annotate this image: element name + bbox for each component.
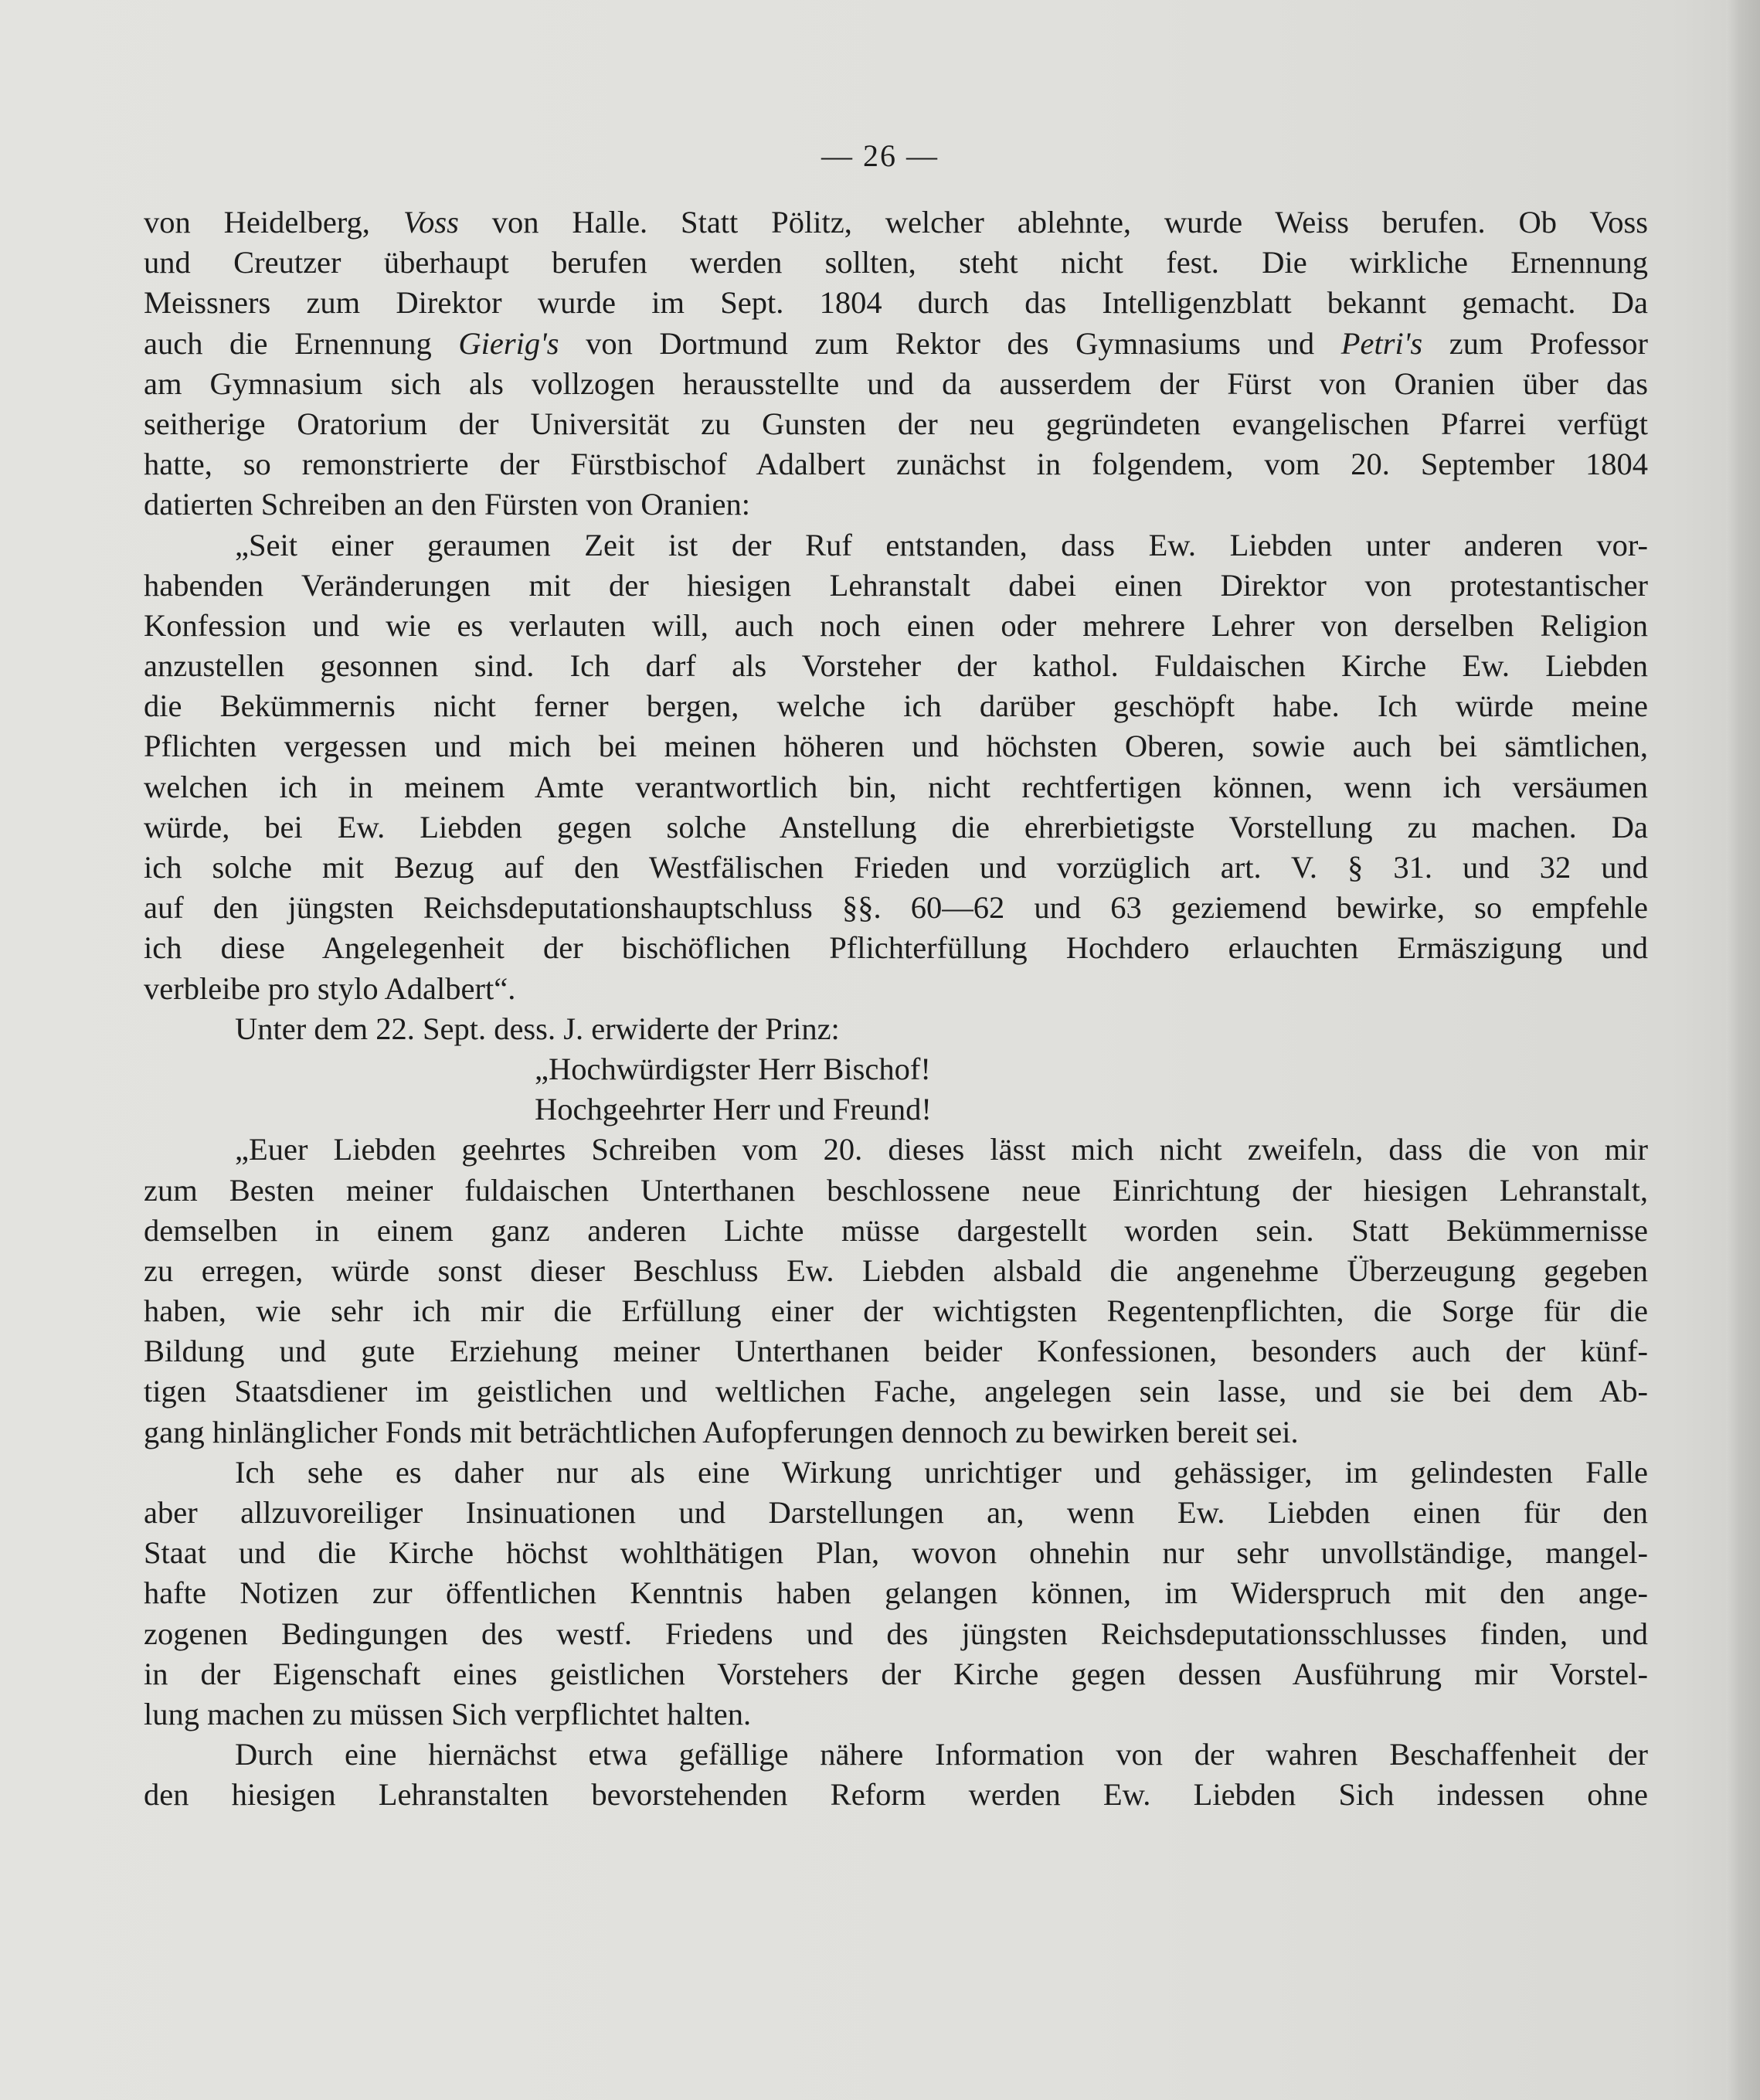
text-line: [144, 1775, 1648, 1815]
italic-name: Petri's: [1340, 325, 1423, 361]
text-segment: Durch eine hiernächst etwa gefällige nähere Information von der wahren Beschaffenheit der: [235, 1737, 1648, 1772]
text-segment: gang hinlänglicher Fonds mit beträchtlichen Aufopferungen dennoch zu bewirken bereit sei.: [144, 1414, 1299, 1449]
text-line: [144, 1089, 1648, 1130]
text-segment: hafte Notizen zur öffentlichen Kenntnis haben gelangen können, im Widerspruch mit den ange-: [144, 1575, 1648, 1611]
text-line: [144, 444, 1648, 484]
text-segment: „Hochwürdigster Herr Bischof!: [535, 1051, 931, 1086]
text-segment: hatte, so remonstrierte der Fürstbischof Adalbert zunächst in folgendem, vom 20. September 1804: [144, 447, 1648, 482]
text-line: [144, 646, 1648, 686]
text-segment: Meissners zum Direktor wurde im Sept. 1804 durch das Intelligenzblatt bekannt gemacht. Da: [144, 285, 1648, 321]
text-segment: zu erregen, würde sonst dieser Beschluss Ew. Liebden alsbald die angenehme Überzeugung gegeben: [144, 1252, 1648, 1288]
text-segment: ich solche mit Bezug auf den Westfälischen Frieden und vorzüglich art. V. § 31. und 32 und: [144, 850, 1648, 885]
text-line: [144, 1049, 1648, 1089]
body-text: [144, 202, 1648, 1816]
text-line: [144, 1694, 1648, 1735]
text-segment: auch die Ernennung: [144, 325, 459, 361]
text-line: [144, 1573, 1648, 1613]
text-segment: ich diese Angelegenheit der bischöflichen Pflichterfüllung Hochdero erlauchten Ermäszigung und: [144, 930, 1648, 966]
text-segment: von Halle. Statt Pölitz, welcher ablehnte, wurde Weiss berufen. Ob Voss: [458, 205, 1648, 240]
text-line: [144, 969, 1648, 1009]
text-line: [144, 1533, 1648, 1573]
text-segment: zogenen Bedingungen des westf. Friedens und des jüngsten Reichsdeputationsschlusses finden, und: [144, 1616, 1648, 1651]
text-segment: Bildung und gute Erziehung meiner Unterthanen beider Konfessionen, besonders auch der künf-: [144, 1334, 1648, 1369]
text-line: [144, 324, 1648, 364]
text-segment: Hochgeehrter Herr und Freund!: [535, 1092, 932, 1127]
text-line: [144, 283, 1648, 323]
italic-name: Gierig's: [458, 325, 559, 361]
text-segment: „Seit einer geraumen Zeit ist der Ruf entstanden, dass Ew. Liebden unter anderen vor-: [235, 527, 1648, 562]
text-line: [144, 484, 1648, 525]
text-segment: Staat und die Kirche höchst wohlthätigen Plan, wovon ohnehin nur sehr unvollständige, mangel-: [144, 1535, 1648, 1571]
text-line: [144, 1009, 1648, 1049]
text-segment: auf den jüngsten Reichsdeputationshauptschluss §§. 60—62 und 63 geziemend bewirke, so empfehle: [144, 890, 1648, 926]
text-line: [144, 1171, 1648, 1211]
text-segment: und Creutzer überhaupt berufen werden sollten, steht nicht fest. Die wirkliche Ernennung: [144, 245, 1648, 280]
text-line: [144, 767, 1648, 807]
text-line: [144, 848, 1648, 888]
text-line: [144, 1493, 1648, 1533]
text-segment: anzustellen gesonnen sind. Ich darf als Vorsteher der kathol. Fuldaischen Kirche Ew. Liebden: [144, 648, 1648, 684]
text-line: [144, 1614, 1648, 1654]
text-line: [144, 404, 1648, 444]
text-segment: zum Professor: [1422, 325, 1649, 361]
text-segment: haben, wie sehr ich mir die Erfüllung einer der wichtigsten Regentenpflichten, die Sorge für die: [144, 1293, 1648, 1329]
text-line: [144, 686, 1648, 726]
text-line: [144, 202, 1648, 243]
text-segment: in der Eigenschaft eines geistlichen Vorstehers der Kirche gegen dessen Ausführung mir Vorstel-: [144, 1656, 1648, 1691]
text-segment: tigen Staatsdiener im geistlichen und weltlichen Fache, angelegen sein lasse, und sie bei dem Ab-: [144, 1374, 1648, 1409]
text-line: [144, 1291, 1648, 1331]
text-line: [144, 1331, 1648, 1371]
text-line: [144, 243, 1648, 283]
text-line: [144, 1130, 1648, 1170]
text-line: [144, 1412, 1648, 1453]
text-segment: lung machen zu müssen Sich verpflichtet halten.: [144, 1696, 752, 1731]
text-line: [144, 364, 1648, 404]
italic-name: Voss: [403, 205, 459, 240]
text-line: [144, 1735, 1648, 1775]
text-segment: aber allzuvoreiliger Insinuationen und Darstellungen an, wenn Ew. Liebden einen für den: [144, 1495, 1648, 1530]
text-line: [144, 726, 1648, 766]
text-line: [144, 1251, 1648, 1291]
text-segment: habenden Veränderungen mit der hiesigen Lehranstalt dabei einen Direktor von protestantischer: [144, 567, 1648, 603]
text-segment: würde, bei Ew. Liebden gegen solche Anstellung die ehrerbietigste Vorstellung zu machen. Da: [144, 809, 1648, 844]
text-segment: Konfession und wie es verlauten will, auch noch einen oder mehrere Lehrer von derselben Religion: [144, 607, 1648, 643]
text-line: [144, 1371, 1648, 1412]
text-line: [144, 1453, 1648, 1493]
text-segment: datierten Schreiben an den Fürsten von Oranien:: [144, 487, 751, 522]
text-segment: verbleibe pro stylo Adalbert“.: [144, 970, 516, 1006]
text-segment: den hiesigen Lehranstalten bevorstehenden Reform werden Ew. Liebden Sich indessen ohne: [144, 1777, 1648, 1813]
text-segment: „Euer Liebden geehrtes Schreiben vom 20. dieses lässt mich nicht zweifeln, dass die von mir: [235, 1132, 1648, 1167]
text-segment: die Bekümmernis nicht ferner bergen, welche ich darüber geschöpft habe. Ich würde meine: [144, 688, 1648, 724]
text-segment: zum Besten meiner fuldaischen Unterthanen beschlossene neue Einrichtung der hiesigen Lehranstalt,: [144, 1172, 1648, 1208]
text-line: [144, 928, 1648, 968]
text-line: [144, 807, 1648, 848]
text-segment: welchen ich in meinem Amte verantwortlich bin, nicht rechtfertigen können, wenn ich versäumen: [144, 769, 1648, 804]
text-line: [144, 525, 1648, 566]
text-line: [144, 1211, 1648, 1251]
text-line: [144, 566, 1648, 606]
text-segment: von Heidelberg,: [144, 205, 403, 240]
text-segment: Pflichten vergessen und mich bei meinen höheren und höchsten Oberen, sowie auch bei sämtlichen,: [144, 729, 1648, 764]
page-edge: [1726, 0, 1760, 2100]
text-segment: am Gymnasium sich als vollzogen herausstellte und da ausserdem der Fürst von Oranien über das: [144, 365, 1648, 401]
text-line: [144, 888, 1648, 928]
text-line: [144, 1654, 1648, 1694]
page-number: — 26 —: [821, 138, 939, 173]
text-segment: Unter dem 22. Sept. dess. J. erwiderte der Prinz:: [235, 1011, 840, 1046]
text-segment: Ich sehe es daher nur als eine Wirkung unrichtiger und gehässiger, im gelindesten Falle: [235, 1454, 1648, 1490]
text-segment: demselben in einem ganz anderen Lichte müsse dargestellt worden sein. Statt Bekümmernisse: [144, 1212, 1648, 1248]
text-segment: von Dortmund zum Rektor des Gymnasiums und: [559, 325, 1341, 361]
text-line: [144, 606, 1648, 646]
text-segment: seitherige Oratorium der Universität zu Gunsten der neu gegründeten evangelischen Pfarrei verfügt: [144, 406, 1648, 441]
